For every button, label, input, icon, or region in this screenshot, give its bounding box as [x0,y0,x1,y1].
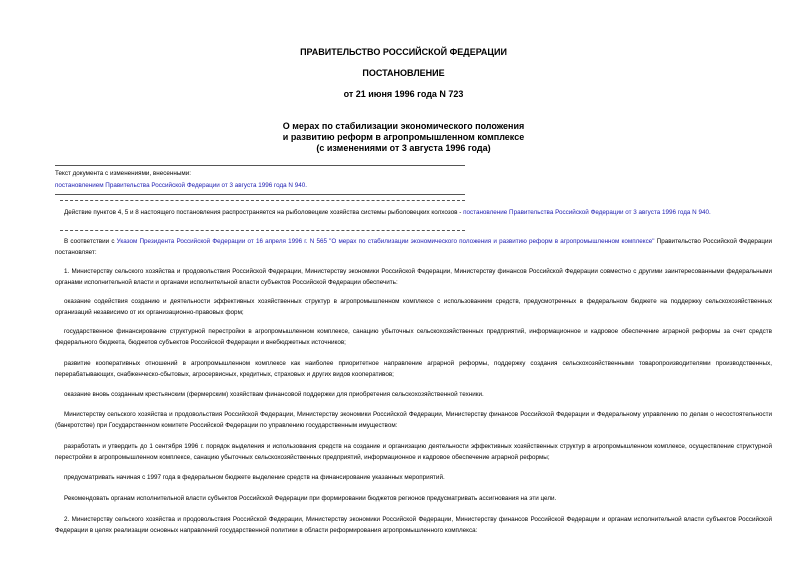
paragraph-6: Министерству сельского хозяйства и продовольствия Российской Федерации, Министерству экономики Российской Федерации, Министерству финансов Российской Федерации и Федеральному управлению по делам о несостоятельности (банкротстве) при Государственном комитете Российской Федерации по управлению государственным имуществом: [55,411,772,429]
document-title-line-1: О мерах по стабилизации экономического положения [282,121,525,131]
preamble [55,236,772,258]
paragraph-1: 1. Министерству сельского хозяйства и продовольствия Российской Федерации, Министерству экономики Российской Федерации, Министерству финансов Российской Федерации совместно с другими заинтересованными федеральными органами исполнительной власти и органами исполнительной власти субъектов Российской Федерации обеспечить: [55,268,772,286]
paragraph-8: предусматривать начиная с 1997 года в федеральном бюджете выделение средств на финансирование указанных мероприятий. [64,474,445,481]
paragraph-2: оказание содействия созданию и деятельности эффективных хозяйственных структур в агропромышленном комплексе с использованием средств, предусмотренных в федеральном бюджете на поддержку сельскохозяйственных организаций независимо от их организационно-правовых форм; [55,298,772,316]
preamble-before: В соответствии с [64,238,117,245]
document-date-number: от 21 июня 1996 года N 723 [343,89,464,99]
paragraph-5: оказание вновь созданным крестьянским (фермерским) хозяйствам финансовой поддержки для приобретения сельскохозяйственной техники. [64,391,484,398]
document-type: ПОСТАНОВЛЕНИЕ [362,68,445,78]
paragraph-3: государственное финансирование структурной перестройки в агропромышленном комплексе, санацию убыточных сельскохозяйственных предприятий, информационное и кадровое обеспечение аграрной реформы за счет средств федерального бюджета, бюджетов субъектов Российской Федерации и внебюджетных источников; [55,328,772,346]
paragraph-4: развитие кооперативных отношений в агропромышленном комплексе как наиболее приоритетное направление аграрной реформы, поддержку создания сельскохозяйственными товаропроизводителями производственных, перерабатывающих, снабженческо-сбытовых, агросервисных, кредитных, страховых и других видов кооперативов; [55,360,772,378]
changes-rule-top [55,165,465,166]
paragraph-10: 2. Министерству сельского хозяйства и продовольствия Российской Федерации, Министерству экономики Российской Федерации, Министерству финансов Российской Федерации и органам исполнительной власти субъектов Российской Федерации в целях реализации основных направлений государственной политики в области реформирования агропромышленного комплекса: [55,516,772,534]
fishery-note-text: Действие пунктов 4, 5 и 8 настоящего постановления распространяется на рыболовецкие хозяйства системы рыболовецких колхозов - [64,209,464,216]
paragraph-9: Рекомендовать органам исполнительной власти субъектов Российской Федерации при формировании бюджетов регионов предусматривать ассигнования на эти цели. [64,495,557,502]
changes-link[interactable]: постановлением Правительства Российской Федерации от 3 августа 1996 года N 940. [55,182,307,189]
government-heading: ПРАВИТЕЛЬСТВО РОССИЙСКОЙ ФЕДЕРАЦИИ [300,47,507,57]
document-title-line-3: (с изменениями от 3 августа 1996 года) [316,143,491,153]
preamble-after: Правительство Российской Федерации постановляет: [55,238,773,256]
decree-link[interactable]: Указом Президента Российской Федерации от 16 апреля 1996 г. N 565 "О мерах по стабилизации экономического положения и развитию реформ в агропромышленном комплексе" [116,238,655,245]
fishery-note [55,207,772,218]
document-title-line-2: и развитию реформ в агропромышленном комплексе [282,132,525,142]
fishery-rule-dashed [60,230,465,231]
changes-rule-dashed [60,200,465,201]
changes-label: Текст документа с изменениями, внесенными: [55,170,191,177]
fishery-note-link[interactable]: постановление Правительства Российской Федерации от 3 августа 1996 года N 940. [463,209,711,216]
changes-rule-bottom [55,194,465,195]
paragraph-7: разработать и утвердить до 1 сентября 1996 г. порядок выделения и использования средств на создание и организацию деятельности эффективных хозяйственных структур в агропромышленном комплексе, осуществление структурной перестройки в агропромышленном комплексе, санацию убыточных сельскохозяйственных предприятий, информационное и кадровое обеспечение аграрной реформы; [55,443,772,461]
